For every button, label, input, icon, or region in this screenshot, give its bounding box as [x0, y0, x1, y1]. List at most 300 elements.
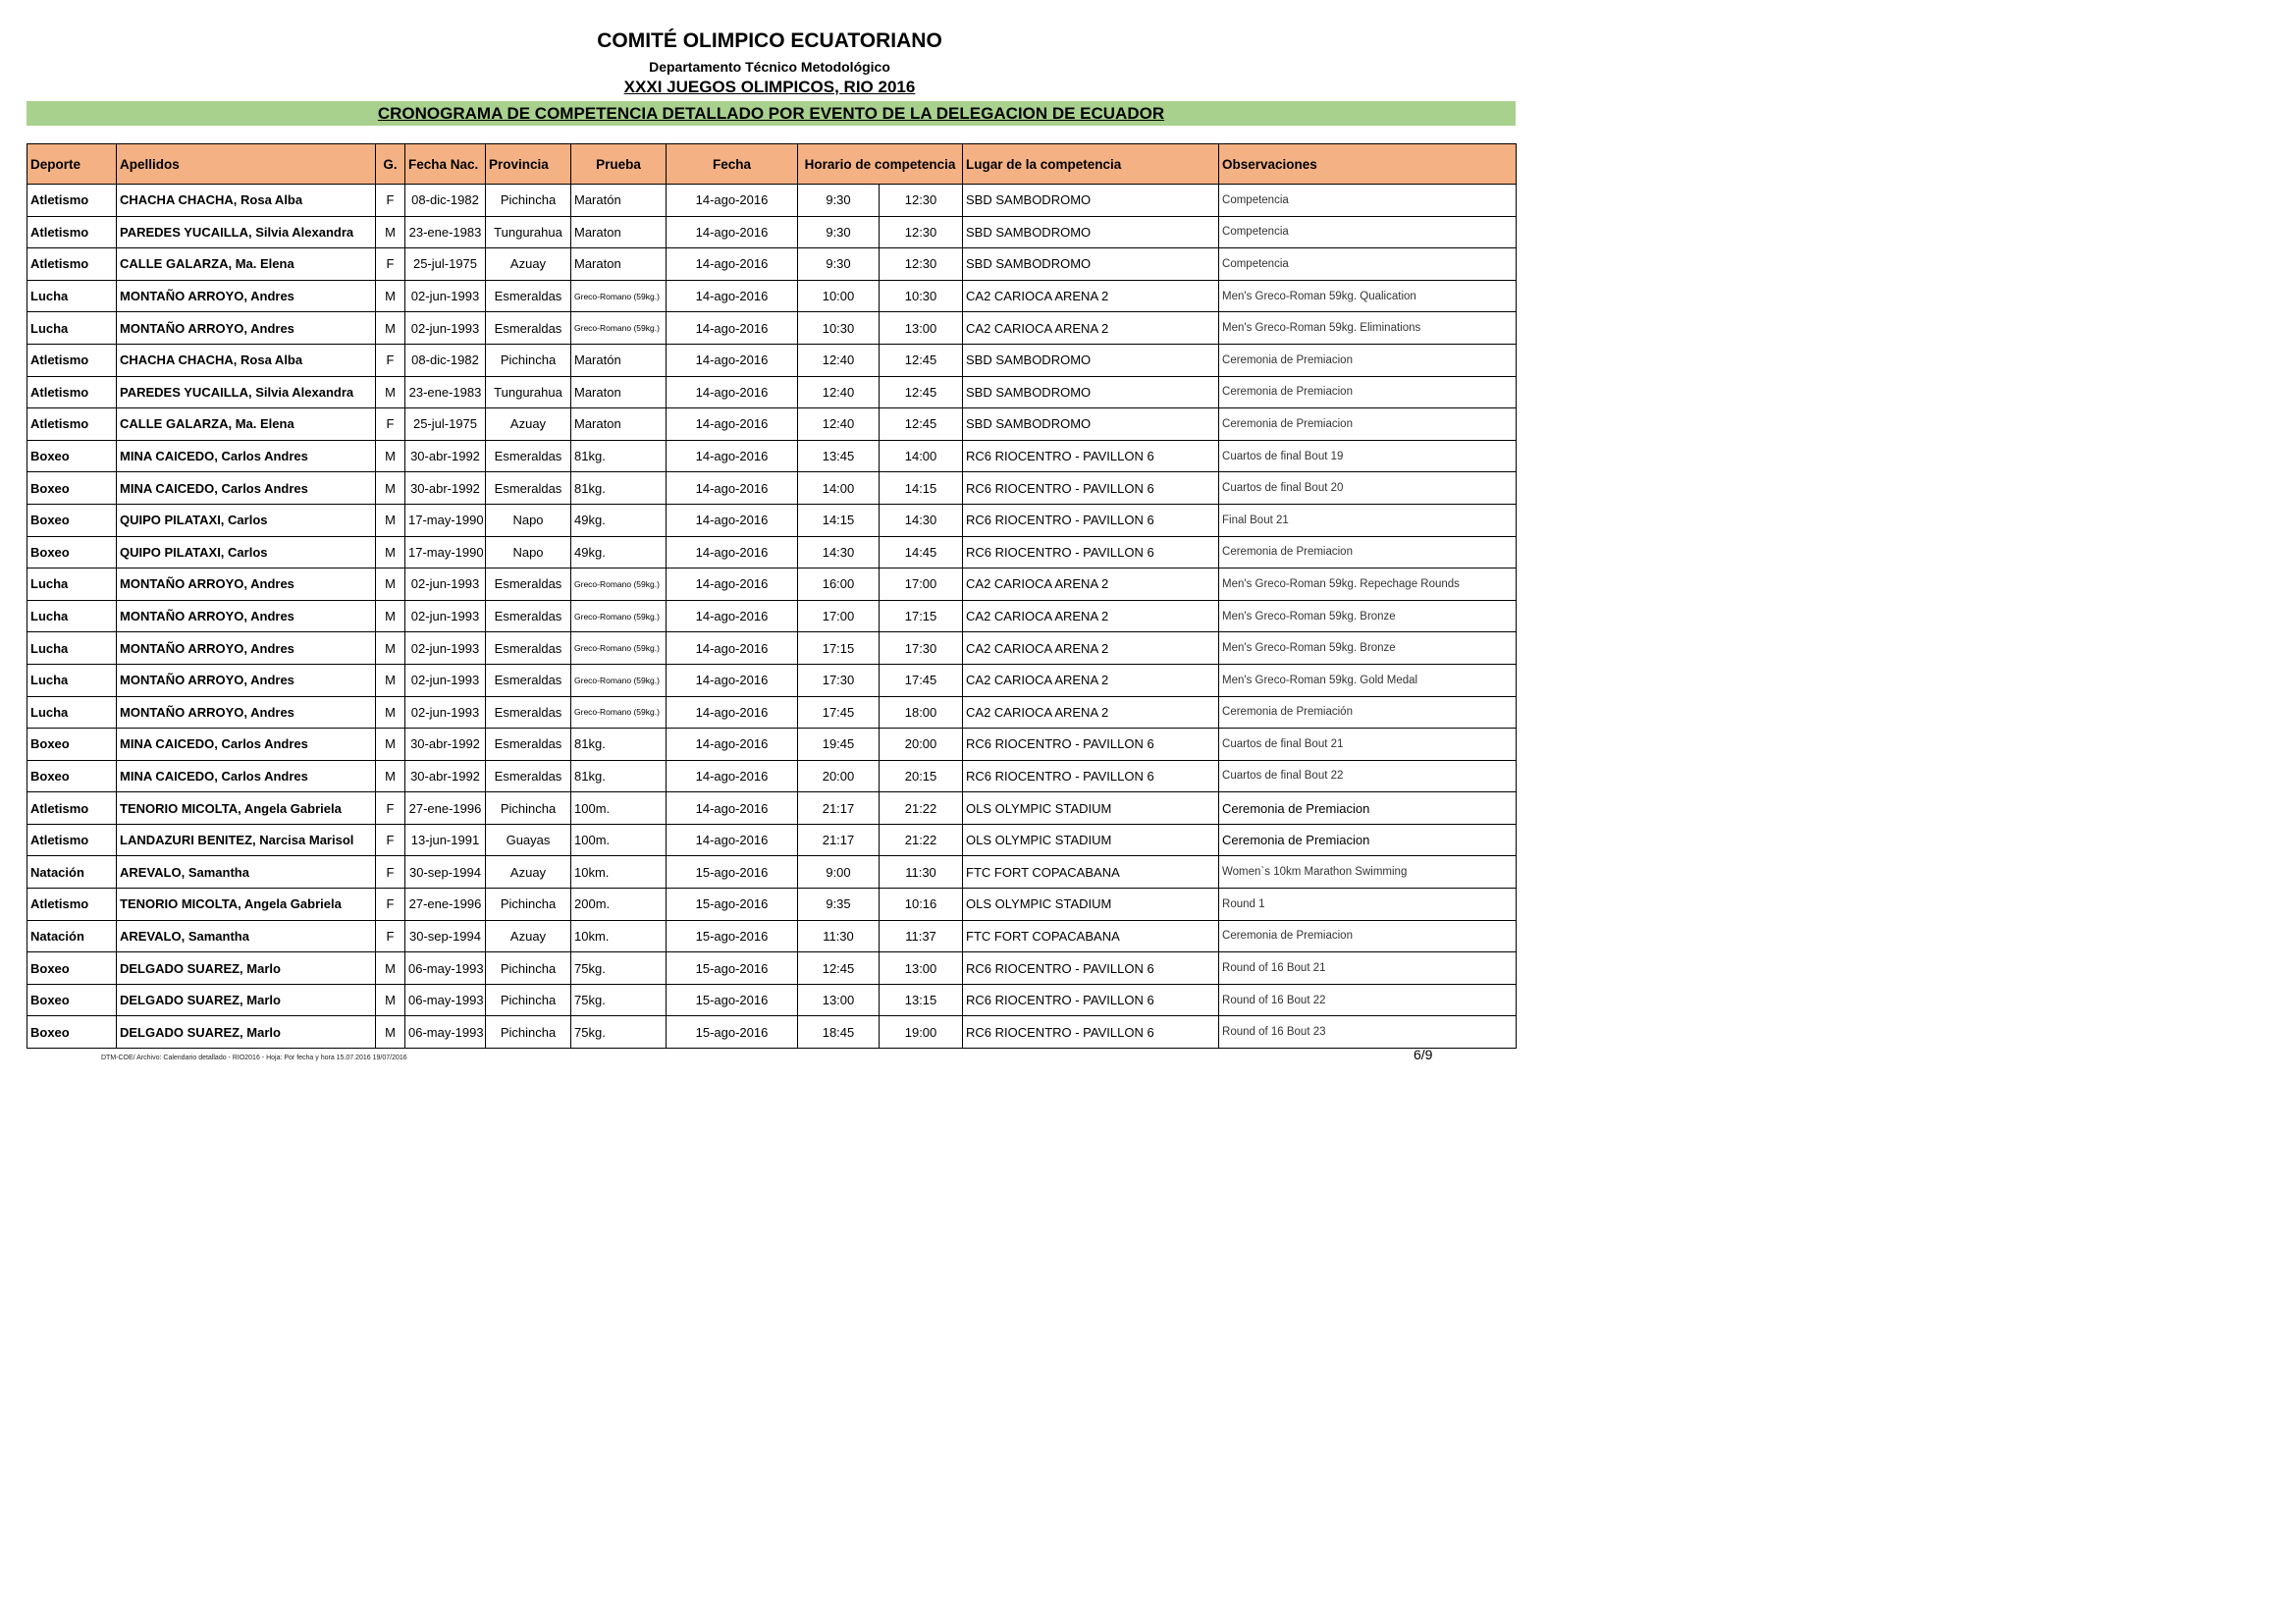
cell-observaciones: Ceremonia de Premiacion [1219, 376, 1517, 408]
cell-provincia: Esmeraldas [486, 632, 571, 665]
table-row [27, 248, 1517, 281]
cell-fecha-nac: 25-jul-1975 [405, 248, 486, 281]
cell-fecha: 14-ago-2016 [667, 376, 798, 408]
cell-prueba: 75kg. [571, 1016, 667, 1049]
cell-prueba: 100m. [571, 824, 667, 856]
cell-hora-inicio: 18:45 [798, 1016, 880, 1049]
cell-hora-fin: 14:45 [880, 536, 963, 568]
cell-genero: M [376, 984, 405, 1016]
cell-observaciones: Men's Greco-Roman 59kg. Qualication [1219, 280, 1517, 312]
cell-prueba: Maraton [571, 408, 667, 441]
cell-genero: F [376, 889, 405, 921]
cell-genero: F [376, 408, 405, 441]
cell-hora-fin: 19:00 [880, 1016, 963, 1049]
organization-title: COMITÉ OLIMPICO ECUATORIANO [597, 29, 942, 52]
cell-fecha: 14-ago-2016 [667, 760, 798, 792]
competition-schedule-table [27, 143, 1517, 1049]
cell-genero: M [376, 1016, 405, 1049]
cell-apellidos: LANDAZURI BENITEZ, Narcisa Marisol [117, 824, 376, 856]
col-header-prueba: Prueba [571, 144, 667, 185]
cell-provincia: Tungurahua [486, 216, 571, 248]
table-row [27, 280, 1517, 312]
cell-lugar: OLS OLYMPIC STADIUM [963, 824, 1219, 856]
cell-prueba: 49kg. [571, 504, 667, 536]
cell-fecha-nac: 06-may-1993 [405, 952, 486, 985]
table-row [27, 792, 1517, 825]
cell-provincia: Pichincha [486, 1016, 571, 1049]
table-row [27, 920, 1517, 952]
department-subtitle: Departamento Técnico Metodológico [649, 59, 890, 75]
cell-deporte: Boxeo [27, 1016, 117, 1049]
col-header-apellidos: Apellidos [117, 144, 376, 185]
cell-observaciones: Competencia [1219, 185, 1517, 217]
cell-hora-inicio: 9:00 [798, 856, 880, 889]
cell-fecha: 14-ago-2016 [667, 472, 798, 505]
cell-hora-inicio: 20:00 [798, 760, 880, 792]
cell-lugar: CA2 CARIOCA ARENA 2 [963, 632, 1219, 665]
cell-apellidos: MINA CAICEDO, Carlos Andres [117, 472, 376, 505]
cell-lugar: RC6 RIOCENTRO - PAVILLON 6 [963, 440, 1219, 472]
cell-genero: M [376, 472, 405, 505]
col-header-provincia: Provincia [486, 144, 571, 185]
table-row [27, 568, 1517, 601]
cell-fecha: 14-ago-2016 [667, 440, 798, 472]
cell-hora-fin: 14:30 [880, 504, 963, 536]
table-row [27, 889, 1517, 921]
cell-fecha-nac: 08-dic-1982 [405, 185, 486, 217]
cell-genero: F [376, 185, 405, 217]
cell-prueba: Maraton [571, 248, 667, 281]
cell-apellidos: AREVALO, Samantha [117, 920, 376, 952]
cell-hora-inicio: 17:00 [798, 600, 880, 632]
cell-observaciones: Round of 16 Bout 22 [1219, 984, 1517, 1016]
cell-genero: M [376, 312, 405, 345]
cell-provincia: Azuay [486, 408, 571, 441]
cell-lugar: CA2 CARIOCA ARENA 2 [963, 280, 1219, 312]
table-row [27, 1016, 1517, 1049]
cell-prueba: Greco-Romano (59kg.) [571, 696, 667, 729]
cell-provincia: Napo [486, 504, 571, 536]
cell-hora-inicio: 13:45 [798, 440, 880, 472]
cell-provincia: Esmeraldas [486, 312, 571, 345]
col-header-observaciones: Observaciones [1219, 144, 1517, 185]
cell-fecha: 14-ago-2016 [667, 600, 798, 632]
cell-lugar: SBD SAMBODROMO [963, 376, 1219, 408]
cell-provincia: Esmeraldas [486, 760, 571, 792]
cell-deporte: Lucha [27, 312, 117, 345]
cell-deporte: Atletismo [27, 889, 117, 921]
cell-hora-fin: 13:15 [880, 984, 963, 1016]
cell-lugar: RC6 RIOCENTRO - PAVILLON 6 [963, 952, 1219, 985]
cell-lugar: SBD SAMBODROMO [963, 248, 1219, 281]
table-row [27, 600, 1517, 632]
cell-fecha: 14-ago-2016 [667, 729, 798, 761]
cell-hora-inicio: 14:00 [798, 472, 880, 505]
cell-fecha-nac: 02-jun-1993 [405, 600, 486, 632]
table-row [27, 312, 1517, 345]
cell-genero: M [376, 632, 405, 665]
cell-hora-fin: 12:45 [880, 408, 963, 441]
cell-provincia: Pichincha [486, 185, 571, 217]
cell-deporte: Boxeo [27, 536, 117, 568]
cell-fecha-nac: 30-abr-1992 [405, 472, 486, 505]
col-header-genero: G. [376, 144, 405, 185]
cell-hora-inicio: 14:15 [798, 504, 880, 536]
cell-hora-inicio: 9:30 [798, 185, 880, 217]
cell-deporte: Atletismo [27, 216, 117, 248]
table-header-row [27, 144, 1517, 185]
cell-hora-fin: 17:30 [880, 632, 963, 665]
cell-lugar: RC6 RIOCENTRO - PAVILLON 6 [963, 472, 1219, 505]
cell-hora-fin: 11:30 [880, 856, 963, 889]
cell-fecha: 14-ago-2016 [667, 248, 798, 281]
table-row [27, 760, 1517, 792]
cell-lugar: RC6 RIOCENTRO - PAVILLON 6 [963, 984, 1219, 1016]
cell-lugar: SBD SAMBODROMO [963, 216, 1219, 248]
cell-lugar: RC6 RIOCENTRO - PAVILLON 6 [963, 729, 1219, 761]
cell-genero: M [376, 729, 405, 761]
cell-fecha-nac: 08-dic-1982 [405, 344, 486, 376]
cell-prueba: Maratón [571, 344, 667, 376]
cell-prueba: 100m. [571, 792, 667, 825]
cell-hora-inicio: 10:00 [798, 280, 880, 312]
cell-fecha-nac: 27-ene-1996 [405, 792, 486, 825]
cell-lugar: RC6 RIOCENTRO - PAVILLON 6 [963, 760, 1219, 792]
cell-deporte: Lucha [27, 568, 117, 601]
cell-deporte: Atletismo [27, 344, 117, 376]
cell-fecha-nac: 02-jun-1993 [405, 632, 486, 665]
cell-apellidos: MONTAÑO ARROYO, Andres [117, 664, 376, 696]
cell-prueba: 10km. [571, 920, 667, 952]
cell-hora-inicio: 9:30 [798, 216, 880, 248]
cell-hora-inicio: 12:45 [798, 952, 880, 985]
cell-lugar: CA2 CARIOCA ARENA 2 [963, 600, 1219, 632]
cell-deporte: Boxeo [27, 952, 117, 985]
cell-hora-fin: 17:15 [880, 600, 963, 632]
cell-deporte: Natación [27, 920, 117, 952]
cell-genero: M [376, 536, 405, 568]
cell-observaciones: Ceremonia de Premiacion [1219, 920, 1517, 952]
cell-lugar: SBD SAMBODROMO [963, 408, 1219, 441]
cell-hora-inicio: 9:30 [798, 248, 880, 281]
cell-hora-fin: 18:00 [880, 696, 963, 729]
cell-hora-inicio: 11:30 [798, 920, 880, 952]
cell-apellidos: CHACHA CHACHA, Rosa Alba [117, 344, 376, 376]
col-header-lugar: Lugar de la competencia [963, 144, 1219, 185]
cell-hora-inicio: 16:00 [798, 568, 880, 601]
cell-deporte: Atletismo [27, 185, 117, 217]
cell-fecha: 15-ago-2016 [667, 856, 798, 889]
cell-observaciones: Cuartos de final Bout 22 [1219, 760, 1517, 792]
cell-fecha-nac: 02-jun-1993 [405, 568, 486, 601]
cell-genero: M [376, 600, 405, 632]
cell-hora-fin: 12:30 [880, 216, 963, 248]
cell-deporte: Boxeo [27, 472, 117, 505]
cell-observaciones: Cuartos de final Bout 19 [1219, 440, 1517, 472]
cell-fecha-nac: 23-ene-1983 [405, 216, 486, 248]
cell-hora-fin: 14:15 [880, 472, 963, 505]
cell-deporte: Boxeo [27, 440, 117, 472]
cell-observaciones: Competencia [1219, 248, 1517, 281]
cell-provincia: Azuay [486, 856, 571, 889]
col-header-fecha: Fecha [667, 144, 798, 185]
cell-genero: F [376, 344, 405, 376]
cell-genero: M [376, 760, 405, 792]
cell-fecha: 14-ago-2016 [667, 216, 798, 248]
cell-hora-inicio: 14:30 [798, 536, 880, 568]
cell-hora-fin: 17:00 [880, 568, 963, 601]
cell-deporte: Natación [27, 856, 117, 889]
table-row [27, 472, 1517, 505]
cell-provincia: Pichincha [486, 952, 571, 985]
cell-fecha: 15-ago-2016 [667, 889, 798, 921]
cell-prueba: 49kg. [571, 536, 667, 568]
cell-deporte: Lucha [27, 696, 117, 729]
cell-apellidos: MONTAÑO ARROYO, Andres [117, 568, 376, 601]
cell-apellidos: CHACHA CHACHA, Rosa Alba [117, 185, 376, 217]
cell-apellidos: AREVALO, Samantha [117, 856, 376, 889]
cell-deporte: Lucha [27, 280, 117, 312]
cell-fecha: 14-ago-2016 [667, 280, 798, 312]
cell-provincia: Azuay [486, 920, 571, 952]
cell-genero: F [376, 856, 405, 889]
cell-lugar: OLS OLYMPIC STADIUM [963, 792, 1219, 825]
cell-prueba: 81kg. [571, 440, 667, 472]
cell-lugar: CA2 CARIOCA ARENA 2 [963, 568, 1219, 601]
cell-prueba: 75kg. [571, 952, 667, 985]
page-number: 6/9 [1414, 1047, 1433, 1062]
cell-fecha: 14-ago-2016 [667, 696, 798, 729]
cell-hora-inicio: 10:30 [798, 312, 880, 345]
cell-hora-inicio: 17:30 [798, 664, 880, 696]
cell-observaciones: Men's Greco-Roman 59kg. Gold Medal [1219, 664, 1517, 696]
cell-prueba: 81kg. [571, 472, 667, 505]
cell-genero: F [376, 792, 405, 825]
cell-hora-inicio: 21:17 [798, 824, 880, 856]
cell-prueba: Greco-Romano (59kg.) [571, 312, 667, 345]
cell-observaciones: Ceremonia de Premiación [1219, 696, 1517, 729]
cell-prueba: Maratón [571, 185, 667, 217]
cell-provincia: Pichincha [486, 889, 571, 921]
cell-prueba: Greco-Romano (59kg.) [571, 664, 667, 696]
cell-observaciones: Cuartos de final Bout 20 [1219, 472, 1517, 505]
cell-fecha: 14-ago-2016 [667, 408, 798, 441]
cell-observaciones: Men's Greco-Roman 59kg. Repechage Rounds [1219, 568, 1517, 601]
cell-observaciones: Ceremonia de Premiacion [1219, 536, 1517, 568]
cell-lugar: RC6 RIOCENTRO - PAVILLON 6 [963, 504, 1219, 536]
table-row [27, 632, 1517, 665]
cell-genero: M [376, 280, 405, 312]
cell-apellidos: MONTAÑO ARROYO, Andres [117, 696, 376, 729]
cell-deporte: Atletismo [27, 376, 117, 408]
cell-provincia: Pichincha [486, 344, 571, 376]
cell-prueba: 200m. [571, 889, 667, 921]
cell-hora-inicio: 12:40 [798, 344, 880, 376]
cell-fecha-nac: 25-jul-1975 [405, 408, 486, 441]
cell-deporte: Lucha [27, 664, 117, 696]
cell-lugar: RC6 RIOCENTRO - PAVILLON 6 [963, 536, 1219, 568]
cell-prueba: Greco-Romano (59kg.) [571, 280, 667, 312]
cell-hora-fin: 13:00 [880, 312, 963, 345]
cell-lugar: CA2 CARIOCA ARENA 2 [963, 312, 1219, 345]
cell-provincia: Esmeraldas [486, 664, 571, 696]
cell-fecha: 15-ago-2016 [667, 1016, 798, 1049]
cell-provincia: Esmeraldas [486, 729, 571, 761]
table-row [27, 984, 1517, 1016]
cell-hora-fin: 14:00 [880, 440, 963, 472]
cell-lugar: FTC FORT COPACABANA [963, 920, 1219, 952]
cell-fecha-nac: 30-abr-1992 [405, 729, 486, 761]
cell-prueba: Greco-Romano (59kg.) [571, 568, 667, 601]
cell-genero: M [376, 504, 405, 536]
cell-provincia: Napo [486, 536, 571, 568]
cell-fecha-nac: 02-jun-1993 [405, 696, 486, 729]
cell-prueba: Greco-Romano (59kg.) [571, 600, 667, 632]
cell-hora-inicio: 12:40 [798, 408, 880, 441]
table-row [27, 376, 1517, 408]
cell-hora-inicio: 17:15 [798, 632, 880, 665]
cell-hora-fin: 20:15 [880, 760, 963, 792]
cell-deporte: Boxeo [27, 984, 117, 1016]
cell-genero: M [376, 696, 405, 729]
cell-fecha-nac: 02-jun-1993 [405, 312, 486, 345]
cell-provincia: Pichincha [486, 984, 571, 1016]
cell-genero: F [376, 920, 405, 952]
cell-apellidos: TENORIO MICOLTA, Angela Gabriela [117, 792, 376, 825]
cell-fecha-nac: 02-jun-1993 [405, 664, 486, 696]
cell-hora-fin: 13:00 [880, 952, 963, 985]
cell-provincia: Esmeraldas [486, 696, 571, 729]
cell-fecha: 14-ago-2016 [667, 504, 798, 536]
table-row [27, 952, 1517, 985]
cell-fecha: 14-ago-2016 [667, 792, 798, 825]
cell-observaciones: Competencia [1219, 216, 1517, 248]
cell-hora-inicio: 19:45 [798, 729, 880, 761]
cell-lugar: OLS OLYMPIC STADIUM [963, 889, 1219, 921]
cell-deporte: Atletismo [27, 792, 117, 825]
cell-fecha: 15-ago-2016 [667, 952, 798, 985]
cell-prueba: Maraton [571, 216, 667, 248]
cell-provincia: Esmeraldas [486, 568, 571, 601]
cell-observaciones: Ceremonia de Premiacion [1219, 344, 1517, 376]
cell-provincia: Esmeraldas [486, 440, 571, 472]
cell-fecha: 14-ago-2016 [667, 824, 798, 856]
cell-apellidos: CALLE GALARZA, Ma. Elena [117, 408, 376, 441]
table-row [27, 536, 1517, 568]
cell-deporte: Atletismo [27, 408, 117, 441]
schedule-banner: CRONOGRAMA DE COMPETENCIA DETALLADO POR EVENTO DE LA DELEGACION DE ECUADOR [27, 101, 1516, 126]
cell-fecha: 14-ago-2016 [667, 344, 798, 376]
cell-deporte: Atletismo [27, 248, 117, 281]
cell-provincia: Pichincha [486, 792, 571, 825]
cell-fecha: 14-ago-2016 [667, 568, 798, 601]
cell-deporte: Lucha [27, 632, 117, 665]
cell-deporte: Atletismo [27, 824, 117, 856]
cell-genero: F [376, 248, 405, 281]
cell-apellidos: DELGADO SUAREZ, Marlo [117, 1016, 376, 1049]
cell-genero: M [376, 376, 405, 408]
col-header-fecha-nac: Fecha Nac. [405, 144, 486, 185]
cell-genero: M [376, 216, 405, 248]
col-header-horario: Horario de competencia [798, 144, 963, 185]
cell-apellidos: TENORIO MICOLTA, Angela Gabriela [117, 889, 376, 921]
cell-observaciones: Round of 16 Bout 23 [1219, 1016, 1517, 1049]
cell-apellidos: MONTAÑO ARROYO, Andres [117, 312, 376, 345]
cell-apellidos: DELGADO SUAREZ, Marlo [117, 984, 376, 1016]
cell-deporte: Boxeo [27, 504, 117, 536]
table-row [27, 504, 1517, 536]
table-row [27, 729, 1517, 761]
cell-lugar: CA2 CARIOCA ARENA 2 [963, 664, 1219, 696]
cell-observaciones: Final Bout 21 [1219, 504, 1517, 536]
cell-apellidos: MINA CAICEDO, Carlos Andres [117, 729, 376, 761]
table-row [27, 185, 1517, 217]
cell-hora-fin: 11:37 [880, 920, 963, 952]
table-row [27, 344, 1517, 376]
cell-hora-fin: 12:30 [880, 185, 963, 217]
cell-lugar: RC6 RIOCENTRO - PAVILLON 6 [963, 1016, 1219, 1049]
cell-hora-fin: 20:00 [880, 729, 963, 761]
cell-genero: M [376, 440, 405, 472]
cell-genero: M [376, 952, 405, 985]
cell-deporte: Boxeo [27, 729, 117, 761]
cell-observaciones: Ceremonia de Premiacion [1219, 824, 1517, 856]
cell-lugar: SBD SAMBODROMO [963, 185, 1219, 217]
cell-lugar: CA2 CARIOCA ARENA 2 [963, 696, 1219, 729]
cell-apellidos: MONTAÑO ARROYO, Andres [117, 600, 376, 632]
cell-observaciones: Ceremonia de Premiacion [1219, 408, 1517, 441]
cell-prueba: Maraton [571, 376, 667, 408]
cell-prueba: 75kg. [571, 984, 667, 1016]
table-row [27, 408, 1517, 441]
cell-genero: M [376, 568, 405, 601]
cell-hora-inicio: 13:00 [798, 984, 880, 1016]
cell-fecha-nac: 23-ene-1983 [405, 376, 486, 408]
cell-apellidos: MINA CAICEDO, Carlos Andres [117, 760, 376, 792]
cell-apellidos: QUIPO PILATAXI, Carlos [117, 536, 376, 568]
cell-fecha-nac: 30-sep-1994 [405, 856, 486, 889]
cell-deporte: Lucha [27, 600, 117, 632]
cell-hora-inicio: 12:40 [798, 376, 880, 408]
cell-lugar: FTC FORT COPACABANA [963, 856, 1219, 889]
cell-fecha: 14-ago-2016 [667, 536, 798, 568]
cell-prueba: 81kg. [571, 760, 667, 792]
cell-observaciones: Men's Greco-Roman 59kg. Bronze [1219, 632, 1517, 665]
cell-apellidos: CALLE GALARZA, Ma. Elena [117, 248, 376, 281]
cell-fecha-nac: 27-ene-1996 [405, 889, 486, 921]
cell-fecha-nac: 06-may-1993 [405, 1016, 486, 1049]
table-row [27, 440, 1517, 472]
cell-genero: M [376, 664, 405, 696]
cell-provincia: Esmeraldas [486, 600, 571, 632]
cell-provincia: Tungurahua [486, 376, 571, 408]
cell-lugar: SBD SAMBODROMO [963, 344, 1219, 376]
cell-fecha: 14-ago-2016 [667, 312, 798, 345]
cell-genero: F [376, 824, 405, 856]
cell-observaciones: Women`s 10km Marathon Swimming [1219, 856, 1517, 889]
cell-fecha-nac: 17-may-1990 [405, 536, 486, 568]
cell-fecha-nac: 17-may-1990 [405, 504, 486, 536]
cell-prueba: 10km. [571, 856, 667, 889]
cell-fecha-nac: 30-abr-1992 [405, 440, 486, 472]
cell-hora-inicio: 17:45 [798, 696, 880, 729]
cell-prueba: 81kg. [571, 729, 667, 761]
table-row [27, 216, 1517, 248]
cell-observaciones: Men's Greco-Roman 59kg. Eliminations [1219, 312, 1517, 345]
cell-observaciones: Round of 16 Bout 21 [1219, 952, 1517, 985]
cell-hora-inicio: 9:35 [798, 889, 880, 921]
table-row [27, 664, 1517, 696]
